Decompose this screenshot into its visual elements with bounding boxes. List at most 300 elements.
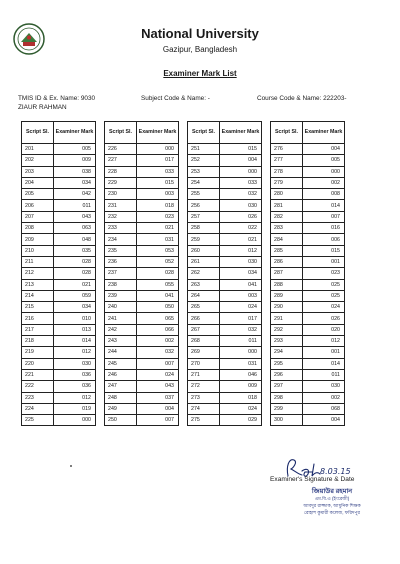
table-row: [22, 279, 96, 290]
script-serial: 294: [271, 347, 303, 358]
table-row: [105, 223, 179, 234]
script-serial: 215: [22, 302, 54, 313]
script-serial: 229: [105, 177, 137, 188]
mark-header: Examiner Mark: [137, 122, 179, 144]
table-row: [105, 189, 179, 200]
script-serial: 256: [188, 200, 220, 211]
examiner-mark: 010: [54, 313, 96, 324]
table-row: [105, 234, 179, 245]
script-serial: 282: [271, 211, 303, 222]
examiner-mark: 036: [54, 369, 96, 380]
table-row: [22, 144, 96, 155]
examiner-mark: 032: [220, 324, 262, 335]
table-row: [271, 336, 345, 347]
examiner-mark: 028: [54, 256, 96, 267]
table-row: [188, 279, 262, 290]
script-serial: 219: [22, 347, 54, 358]
script-serial: 254: [188, 177, 220, 188]
table-row: [188, 324, 262, 335]
script-serial: 268: [188, 336, 220, 347]
examiner-mark: 043: [137, 381, 179, 392]
script-serial: 206: [22, 200, 54, 211]
table-row: [271, 324, 345, 335]
examiner-mark: 011: [220, 336, 262, 347]
examiner-mark: 004: [220, 155, 262, 166]
script-serial: 213: [22, 279, 54, 290]
stamp-line: এম.বি.এ (ইংরেজী): [314, 496, 350, 501]
script-serial: 289: [271, 290, 303, 301]
examiner-mark: 015: [220, 144, 262, 155]
table-row: [271, 223, 345, 234]
examiner-mark: 020: [303, 324, 345, 335]
examiner-mark: 023: [137, 211, 179, 222]
examiner-mark: 065: [137, 313, 179, 324]
script-serial: 223: [22, 392, 54, 403]
script-header: Script Sl.: [188, 122, 220, 144]
examiner-mark: 034: [220, 268, 262, 279]
page-subtitle: Gazipur, Bangladesh: [162, 45, 238, 54]
script-serial: 247: [105, 381, 137, 392]
table-row: [22, 211, 96, 222]
table-row: [188, 381, 262, 392]
table-row: [271, 392, 345, 403]
script-serial: 232: [105, 211, 137, 222]
script-serial: 237: [105, 268, 137, 279]
examiner-mark: 024: [220, 403, 262, 414]
table-row: [188, 245, 262, 256]
script-serial: 255: [188, 189, 220, 200]
script-serial: 205: [22, 189, 54, 200]
examiner-mark: 033: [137, 166, 179, 177]
examiner-mark: 046: [220, 369, 262, 380]
script-serial: 285: [271, 245, 303, 256]
table-row: [22, 347, 96, 358]
examiner-mark: 068: [303, 403, 345, 414]
examiner-mark: 002: [303, 177, 345, 188]
mark-table: [270, 121, 345, 426]
table-row: [105, 211, 179, 222]
table-row: [271, 189, 345, 200]
examiner-mark: 007: [137, 358, 179, 369]
table-row: [105, 302, 179, 313]
examiner-mark: 013: [54, 324, 96, 335]
table-header-row: [105, 122, 179, 144]
script-serial: 286: [271, 256, 303, 267]
script-header: Script Sl.: [271, 122, 303, 144]
table-row: [271, 313, 345, 324]
table-row: [188, 403, 262, 414]
script-serial: 212: [22, 268, 54, 279]
table-row: [22, 290, 96, 301]
script-serial: 231: [105, 200, 137, 211]
examiner-mark: 016: [303, 223, 345, 234]
examiner-mark: 052: [137, 256, 179, 267]
script-serial: 283: [271, 223, 303, 234]
table-row: [188, 256, 262, 267]
examiner-mark: 019: [54, 403, 96, 414]
script-serial: 257: [188, 211, 220, 222]
examiner-mark: 036: [54, 381, 96, 392]
table-row: [105, 324, 179, 335]
mark-header: Examiner Mark: [54, 122, 96, 144]
examiner-mark: 031: [137, 234, 179, 245]
table-row: [22, 234, 96, 245]
table-header-row: [188, 122, 262, 144]
table-row: [271, 211, 345, 222]
table-row: [188, 415, 262, 426]
script-serial: 295: [271, 358, 303, 369]
script-serial: 276: [271, 144, 303, 155]
table-row: [188, 268, 262, 279]
table-row: [22, 256, 96, 267]
table-row: [271, 403, 345, 414]
examiner-mark: 030: [220, 200, 262, 211]
script-serial: 221: [22, 369, 54, 380]
table-row: [22, 200, 96, 211]
table-row: [22, 403, 96, 414]
script-serial: 284: [271, 234, 303, 245]
table-row: [105, 313, 179, 324]
examiner-mark: 043: [54, 211, 96, 222]
examiner-mark: 004: [303, 144, 345, 155]
table-row: [105, 358, 179, 369]
examiner-mark: 035: [54, 245, 96, 256]
examiner-mark: 025: [303, 279, 345, 290]
examiner-mark: 032: [137, 347, 179, 358]
script-serial: 249: [105, 403, 137, 414]
table-row: [22, 313, 96, 324]
table-row: [22, 392, 96, 403]
script-serial: 259: [188, 234, 220, 245]
table-row: [105, 290, 179, 301]
course-code-text: Course Code & Name: 222203-: [257, 95, 347, 102]
table-row: [105, 392, 179, 403]
stamp-line: রোহাশ কুমারী কলেজ, ফরিদপুর: [303, 510, 361, 515]
signature-caption: Examiner's Signature & Date: [270, 476, 355, 483]
script-serial: 277: [271, 155, 303, 166]
mark-table: [21, 121, 96, 426]
script-serial: 207: [22, 211, 54, 222]
table-row: [271, 358, 345, 369]
table-row: [271, 234, 345, 245]
script-serial: 243: [105, 336, 137, 347]
mark-header: Examiner Mark: [303, 122, 345, 144]
table-row: [188, 177, 262, 188]
script-serial: 298: [271, 392, 303, 403]
stamp-line: আবদুর রাজ্জাক, আধুনিক শিক্ষক: [303, 503, 361, 508]
table-row: [105, 403, 179, 414]
table-row: [22, 381, 96, 392]
script-serial: 258: [188, 223, 220, 234]
script-serial: 240: [105, 302, 137, 313]
table-row: [188, 189, 262, 200]
examiner-mark: 000: [303, 166, 345, 177]
examiner-mark: 004: [137, 403, 179, 414]
examiner-mark: 059: [54, 290, 96, 301]
table-row: [22, 369, 96, 380]
script-serial: 288: [271, 279, 303, 290]
script-serial: 293: [271, 336, 303, 347]
mark-table: [187, 121, 262, 426]
examiner-mark: 015: [303, 245, 345, 256]
script-serial: 262: [188, 268, 220, 279]
examiner-mark: 042: [54, 189, 96, 200]
script-serial: 266: [188, 313, 220, 324]
table-row: [22, 336, 96, 347]
table-row: [271, 200, 345, 211]
table-row: [271, 369, 345, 380]
table-row: [271, 290, 345, 301]
examiner-mark: 009: [54, 155, 96, 166]
examiner-mark: 009: [220, 381, 262, 392]
examiner-mark: 031: [220, 358, 262, 369]
table-row: [22, 302, 96, 313]
examiner-mark: 015: [137, 177, 179, 188]
signature-date: 8.03.15: [320, 467, 351, 476]
mark-header: Examiner Mark: [220, 122, 262, 144]
examiner-mark: 012: [220, 245, 262, 256]
table-row: [105, 369, 179, 380]
script-serial: 208: [22, 223, 54, 234]
examiner-mark: 028: [54, 268, 96, 279]
script-serial: 222: [22, 381, 54, 392]
script-serial: 216: [22, 313, 54, 324]
examiner-mark: 011: [303, 369, 345, 380]
table-row: [271, 256, 345, 267]
script-serial: 253: [188, 166, 220, 177]
examiner-mark: 012: [54, 392, 96, 403]
script-serial: 230: [105, 189, 137, 200]
table-row: [105, 200, 179, 211]
examiner-mark: 023: [303, 268, 345, 279]
table-row: [22, 177, 96, 188]
examiner-mark: 053: [137, 245, 179, 256]
examiner-mark: 034: [54, 302, 96, 313]
script-serial: 202: [22, 155, 54, 166]
script-serial: 241: [105, 313, 137, 324]
table-row: [105, 144, 179, 155]
tmis-id-text: TMIS ID & Ex. Name: 9030: [18, 95, 96, 102]
script-serial: 290: [271, 302, 303, 313]
table-row: [105, 381, 179, 392]
script-serial: 287: [271, 268, 303, 279]
script-serial: 220: [22, 358, 54, 369]
examiner-mark: 050: [137, 302, 179, 313]
script-serial: 292: [271, 324, 303, 335]
examiner-mark: 003: [220, 290, 262, 301]
script-header: Script Sl.: [105, 122, 137, 144]
table-row: [105, 166, 179, 177]
examiner-mark: 005: [303, 155, 345, 166]
table-row: [22, 166, 96, 177]
table-row: [22, 324, 96, 335]
mark-tables: [21, 121, 345, 426]
table-row: [271, 302, 345, 313]
script-serial: 269: [188, 347, 220, 358]
examiner-mark: 011: [54, 200, 96, 211]
script-serial: 263: [188, 279, 220, 290]
examiner-mark: 041: [137, 290, 179, 301]
script-header: Script Sl.: [22, 122, 54, 144]
table-row: [105, 347, 179, 358]
script-serial: 251: [188, 144, 220, 155]
table-row: [271, 177, 345, 188]
table-row: [105, 155, 179, 166]
script-serial: 228: [105, 166, 137, 177]
stamp-name: জিয়াউর রহমান: [311, 488, 353, 495]
table-row: [188, 234, 262, 245]
examiner-mark: 006: [303, 234, 345, 245]
script-serial: 226: [105, 144, 137, 155]
script-serial: 265: [188, 302, 220, 313]
table-row: [188, 144, 262, 155]
examiner-mark: 021: [220, 234, 262, 245]
script-serial: 260: [188, 245, 220, 256]
script-serial: 267: [188, 324, 220, 335]
examiner-mark: 066: [137, 324, 179, 335]
table-row: [105, 415, 179, 426]
table-row: [271, 144, 345, 155]
examiner-mark: 001: [303, 256, 345, 267]
script-serial: 244: [105, 347, 137, 358]
mark-table: [104, 121, 179, 426]
table-row: [271, 245, 345, 256]
examiner-mark: 026: [303, 313, 345, 324]
table-row: [188, 223, 262, 234]
script-serial: 280: [271, 189, 303, 200]
examiner-mark: 002: [137, 336, 179, 347]
table-row: [22, 223, 96, 234]
examiner-mark: 024: [220, 302, 262, 313]
script-serial: 297: [271, 381, 303, 392]
examiner-mark: 037: [137, 392, 179, 403]
table-row: [22, 189, 96, 200]
examiner-mark: 000: [220, 166, 262, 177]
examiner-mark: 002: [303, 392, 345, 403]
examiner-mark: 018: [137, 200, 179, 211]
script-serial: 274: [188, 403, 220, 414]
table-row: [105, 336, 179, 347]
table-header-row: [271, 122, 345, 144]
table-row: [22, 245, 96, 256]
table-row: [271, 347, 345, 358]
script-serial: 209: [22, 234, 54, 245]
script-serial: 210: [22, 245, 54, 256]
script-serial: 291: [271, 313, 303, 324]
examiner-mark: 030: [220, 256, 262, 267]
examiner-mark: 018: [220, 392, 262, 403]
script-serial: 271: [188, 369, 220, 380]
table-row: [105, 245, 179, 256]
examiner-mark: 063: [54, 223, 96, 234]
script-serial: 300: [271, 415, 303, 426]
script-serial: 246: [105, 369, 137, 380]
script-serial: 218: [22, 336, 54, 347]
script-serial: 261: [188, 256, 220, 267]
examiner-mark: 022: [220, 223, 262, 234]
speck: [70, 465, 72, 467]
script-serial: 211: [22, 256, 54, 267]
script-serial: 236: [105, 256, 137, 267]
script-serial: 233: [105, 223, 137, 234]
table-row: [188, 290, 262, 301]
script-serial: 224: [22, 403, 54, 414]
table-header-row: [22, 122, 96, 144]
script-serial: 272: [188, 381, 220, 392]
examiner-mark: 038: [54, 166, 96, 177]
examiner-mark: 008: [303, 189, 345, 200]
examiner-mark: 012: [303, 336, 345, 347]
examiner-name-text: ZIAUR RAHMAN: [18, 104, 67, 111]
table-row: [188, 313, 262, 324]
script-serial: 252: [188, 155, 220, 166]
table-row: [188, 358, 262, 369]
script-serial: 281: [271, 200, 303, 211]
examiner-mark: 021: [137, 223, 179, 234]
table-row: [271, 279, 345, 290]
table-row: [271, 166, 345, 177]
table-row: [188, 347, 262, 358]
examiner-mark: 004: [303, 415, 345, 426]
examiner-mark: 021: [54, 279, 96, 290]
table-row: [188, 166, 262, 177]
examiner-mark: 017: [137, 155, 179, 166]
table-row: [188, 211, 262, 222]
table-row: [105, 177, 179, 188]
table-row: [188, 392, 262, 403]
table-row: [271, 268, 345, 279]
table-row: [188, 369, 262, 380]
table-row: [188, 302, 262, 313]
script-serial: 238: [105, 279, 137, 290]
examiner-mark: 003: [137, 189, 179, 200]
script-serial: 242: [105, 324, 137, 335]
script-serial: 203: [22, 166, 54, 177]
examiner-mark: 026: [220, 211, 262, 222]
table-row: [271, 155, 345, 166]
examiner-mark: 000: [54, 415, 96, 426]
examiner-mark: 032: [220, 189, 262, 200]
examiner-mark: 041: [220, 279, 262, 290]
table-row: [188, 200, 262, 211]
script-serial: 250: [105, 415, 137, 426]
script-serial: 201: [22, 144, 54, 155]
examiner-mark: 033: [220, 177, 262, 188]
table-row: [188, 155, 262, 166]
examiner-mark: 014: [303, 358, 345, 369]
examiner-mark: 055: [137, 279, 179, 290]
examiner-mark: 030: [303, 381, 345, 392]
table-row: [271, 415, 345, 426]
table-row: [105, 268, 179, 279]
subject-code-text: Subject Code & Name: -: [141, 95, 210, 102]
examiner-mark: 029: [220, 415, 262, 426]
examiner-mark: 048: [54, 234, 96, 245]
script-serial: 235: [105, 245, 137, 256]
table-row: [22, 358, 96, 369]
script-serial: 278: [271, 166, 303, 177]
examiner-stamp: [282, 488, 382, 516]
script-serial: 245: [105, 358, 137, 369]
script-serial: 248: [105, 392, 137, 403]
table-row: [188, 336, 262, 347]
script-serial: 234: [105, 234, 137, 245]
examiner-mark: 024: [137, 369, 179, 380]
script-serial: 273: [188, 392, 220, 403]
script-serial: 225: [22, 415, 54, 426]
script-serial: 279: [271, 177, 303, 188]
table-row: [105, 279, 179, 290]
